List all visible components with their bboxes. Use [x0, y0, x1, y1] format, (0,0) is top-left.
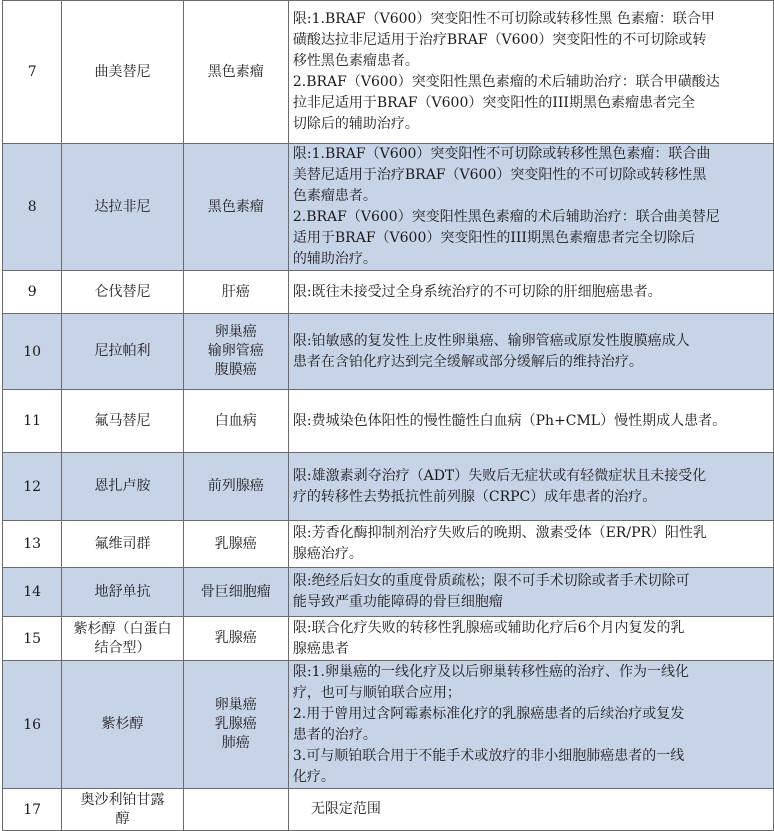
table-row [3, 314, 774, 390]
indication-line: 黑色素瘤 [207, 63, 264, 80]
table-row [3, 453, 774, 521]
restriction-note-line: 限:绝经后妇女的重度骨质疏松；限不可手术切除或者手术切除可 [292, 573, 690, 589]
indication [183, 453, 288, 521]
restriction-note [288, 521, 773, 568]
table-row [3, 568, 774, 617]
restriction-note [288, 390, 773, 453]
drug-name-line: 结合型） [94, 639, 151, 656]
drug-name-line: 达拉非尼 [94, 198, 151, 215]
drug-name [62, 390, 183, 453]
restriction-note-line: 限:1.BRAF（V600）突变阳性不可切除或转移性黑 色素瘤：联合甲 [292, 11, 715, 27]
restriction-note-line: 适用于BRAF（V600）突变阳性的III期黑色素瘤患者完全切除后 [292, 230, 695, 246]
drug-name-line: 恩扎卢胺 [94, 478, 151, 494]
drug-name [62, 789, 183, 831]
indication [183, 617, 288, 661]
table-body [3, 1, 774, 831]
drug-name-line: 氟维司群 [94, 535, 151, 552]
row-number: 7 [3, 1, 62, 144]
restriction-note-line: 患者的治疗。 [292, 726, 377, 743]
indication [183, 789, 288, 831]
restriction-note [288, 789, 773, 831]
row-number: 15 [3, 617, 62, 661]
restriction-note-line: 腺癌治疗。 [292, 546, 363, 562]
row-number: 16 [3, 661, 62, 789]
restriction-note-line: 美替尼适用于治疗BRAF（V600）突变阳性的不可切除或转移性黑 [292, 167, 707, 183]
restriction-note-line: 3.可与顺铂联合用于不能手术或放疗的非小细胞肺癌患者的一线 [292, 747, 685, 764]
drug-restriction-table [2, 0, 774, 831]
indication-line: 黑色素瘤 [207, 198, 264, 215]
restriction-note-line: 限:联合化疗失败的转移性乳腺癌或辅助化疗后6个月内复发的乳 [292, 619, 685, 636]
restriction-note-line: 2.BRAF（V600）突变阳性黑色素瘤的术后辅助治疗：联合甲磺酸达 [292, 74, 720, 90]
drug-name [62, 617, 183, 661]
restriction-note-line: 患者在含铂化疗达到完全缓解或部分缓解后的维持治疗。 [292, 353, 643, 370]
restriction-note-line: 疗的转移性去势抵抗性前列腺（CRPC）成年患者的治疗。 [292, 488, 657, 505]
indication [183, 314, 288, 390]
indication [183, 1, 288, 144]
restriction-note-line: 2.用于曾用过含阿霉素标准化疗的乳腺癌患者的后续治疗或复发 [292, 705, 685, 722]
drug-name [62, 568, 183, 617]
indication [183, 661, 288, 789]
indication [183, 568, 288, 617]
indication-line: 骨巨细胞瘤 [200, 583, 271, 600]
table-row [3, 1, 774, 144]
restriction-note [288, 453, 773, 521]
row-number: 17 [3, 789, 62, 831]
indication-line: 乳腺癌 [214, 535, 257, 552]
indication-line: 肺癌 [221, 735, 250, 751]
table-row [3, 617, 774, 661]
indication-line: 输卵管癌 [207, 343, 264, 359]
restriction-note-line: 限:雄激素剥夺治疗（ADT）失败后无症状或有轻微症状且未接受化 [292, 467, 707, 484]
table-row [3, 521, 774, 568]
drug-name-line: 地舒单抗 [94, 583, 151, 600]
indication-line: 卵巢癌 [214, 324, 257, 340]
drug-name [62, 1, 183, 144]
restriction-note [288, 314, 773, 390]
indication-line: 乳腺癌 [214, 716, 257, 732]
drug-name-line: 仑伐替尼 [94, 283, 151, 300]
restriction-note-line: 的辅助治疗。 [292, 251, 377, 267]
indication-line: 腹膜癌 [214, 362, 257, 378]
indication-line: 前列腺癌 [207, 478, 264, 494]
indication-line: 卵巢癌 [214, 697, 257, 713]
restriction-note-line: 限:芳香化酶抑制剂治疗失败后的晚期、激素受体（ER/PR）阳性乳 [292, 525, 708, 541]
indication [183, 521, 288, 568]
indication [183, 144, 288, 271]
table-row [3, 271, 774, 314]
row-number: 8 [3, 144, 62, 271]
table-row [3, 144, 774, 271]
restriction-note-line: 疗，也可与顺铂联合应用； [292, 684, 461, 701]
restriction-note-line: 切除后的辅助治疗。 [292, 116, 419, 132]
drug-name [62, 521, 183, 568]
restriction-note-line: 限:既往未接受过全身系统治疗的不可切除的肝细胞癌患者。 [292, 283, 662, 300]
indication-line: 肝癌 [221, 283, 250, 300]
restriction-note-line: 化疗。 [292, 768, 335, 785]
restriction-note [288, 1, 773, 144]
drug-name-line: 曲美替尼 [94, 63, 151, 80]
drug-name [62, 453, 183, 521]
drug-name [62, 271, 183, 314]
row-number: 14 [3, 568, 62, 617]
indication-line: 乳腺癌 [214, 630, 257, 646]
drug-name [62, 661, 183, 789]
row-number: 10 [3, 314, 62, 390]
table-row [3, 390, 774, 453]
restriction-note [288, 617, 773, 661]
restriction-note-line: 无限定范围 [310, 801, 381, 817]
restriction-note-line: 限:1.卵巢癌的一线化疗及以后卵巢转移性癌的治疗、作为一线化 [292, 663, 689, 680]
drug-name-line: 紫杉醇 [101, 716, 144, 732]
restriction-note-line: 能导致严重功能障碍的骨巨细胞瘤 [292, 594, 503, 610]
drug-name-line: 紫杉醇（白蛋白 [73, 620, 172, 637]
drug-name-line: 醇 [115, 810, 130, 827]
drug-name-line: 尼拉帕利 [94, 343, 151, 359]
indication [183, 271, 288, 314]
drug-name [62, 144, 183, 271]
restriction-note-line: 磺酸达拉非尼适用于治疗BRAF（V600）突变阳性的不可切除或转 [292, 32, 707, 48]
indication [183, 390, 288, 453]
restriction-note [288, 144, 773, 271]
table-row [3, 661, 774, 789]
restriction-note-line: 限:1.BRAF（V600）突变阳性不可切除或转移性黑色素瘤：联合曲 [292, 146, 711, 162]
row-number: 13 [3, 521, 62, 568]
restriction-note [288, 661, 773, 789]
drug-name-line: 奥沙利铂甘露 [80, 791, 165, 808]
restriction-note-line: 限:费城染色体阳性的慢性髓性白血病（Ph+CML）慢性期成人患者。 [292, 412, 727, 429]
drug-name [62, 314, 183, 390]
row-number: 11 [3, 390, 62, 453]
drug-name-line: 氟马替尼 [94, 412, 151, 429]
restriction-note [288, 271, 773, 314]
row-number: 12 [3, 453, 62, 521]
restriction-note-line: 限:铂敏感的复发性上皮性卵巢癌、输卵管癌或原发性腹膜癌成人 [292, 332, 690, 349]
restriction-note [288, 568, 773, 617]
indication-line: 白血病 [214, 412, 257, 429]
restriction-note-line: 移性黑色素瘤患者。 [292, 53, 419, 69]
restriction-note-line: 2.BRAF（V600）突变阳性黑色素瘤的术后辅助治疗：联合曲美替尼 [292, 209, 720, 225]
restriction-note-line: 拉非尼适用于BRAF（V600）突变阳性的III期黑色素瘤患者完全 [292, 95, 695, 111]
row-number: 9 [3, 271, 62, 314]
table-row [3, 789, 774, 831]
restriction-note-line: 色素瘤患者。 [292, 188, 377, 204]
restriction-note-line: 腺癌患者 [292, 640, 349, 657]
